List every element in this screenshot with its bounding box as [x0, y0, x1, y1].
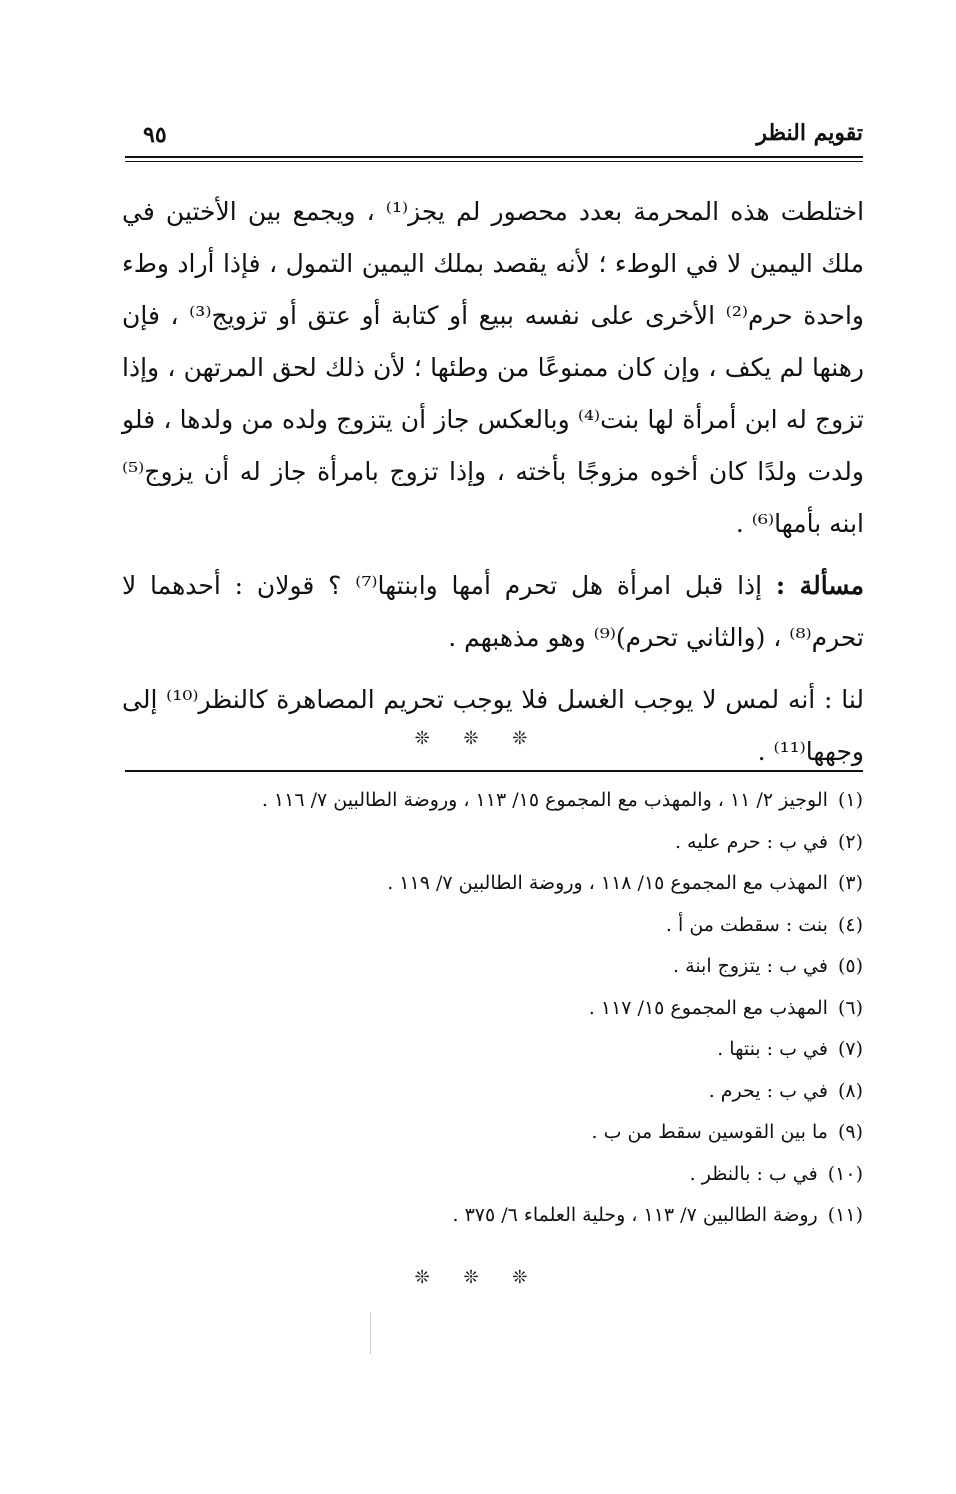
footnote-number: (١١) [827, 1204, 863, 1226]
page-number: ٩٥ [143, 122, 167, 148]
issue-heading: مسألة : [775, 571, 865, 600]
running-header [125, 112, 863, 152]
header-rule [125, 156, 863, 162]
footnote [125, 863, 863, 905]
footnote [125, 1195, 863, 1237]
footnote [125, 905, 863, 947]
footnote-text: في ب : بالنظر . [689, 1162, 818, 1185]
footnote-number: (٥) [837, 955, 863, 977]
main-text [122, 186, 864, 788]
footnote [125, 988, 863, 1030]
scan-artifact [370, 1312, 371, 1354]
footnote-text: في ب : يتزوج ابنة . [673, 955, 828, 977]
paragraph-text: إذا قبل امرأة هل تحرم أمها وابنتها⁽⁷⁾ ؟ قولان : أحدهما لا تحرم⁽⁸⁾ ، (والثاني تحرم)⁽⁹⁾ وهو مذهبهم . [122, 571, 864, 652]
footnote-text: في ب : بنتها . [717, 1038, 828, 1060]
footnote-number: (٨) [837, 1079, 863, 1102]
footnote-text: المهذب مع المجموع ١٥/ ١١٧ . [588, 996, 828, 1019]
paragraph: اختلطت هذه المحرمة بعدد محصور لم يجز⁽¹⁾ ، ويجمع بين الأختين في ملك اليمين لا في الوطء ؛ لأنه يقصد بملك اليمين التمول ، فإذا أراد وطء واحدة حرم⁽²⁾ الأخرى على نفسه ببيع أو كتابة أو عتق أو تزويج⁽³⁾ ، فإن رهنها لم يكف ، وإن كان ممنوعًا من وطئها ؛ لأن ذلك لحق المرتهن ، وإذا تزوج له ابن أمرأة لها بنت⁽⁴⁾ وبالعكس جاز أن يتزوج ولده من ولدها ، فلو ولدت ولدًا كان أخوه مزوجًا بأخته ، وإذا تزوج بامرأة جاز له أن يزوج⁽⁵⁾ ابنه بأمها⁽⁶⁾ . [122, 197, 865, 538]
footnote-number: (٤) [837, 913, 863, 936]
footnote [125, 1154, 863, 1196]
footnote-number: (٩) [837, 1121, 863, 1143]
footnote [125, 1112, 863, 1154]
footnote-text: روضة الطالبين ٧/ ١١٣ ، وحلية العلماء ٦/ ٣٧٥ . [452, 1204, 818, 1226]
footnote-number: (٣) [837, 872, 863, 894]
header-title: تقويم النظر [756, 120, 863, 146]
paragraph [122, 560, 864, 664]
footnote-number: (١٠) [827, 1162, 863, 1185]
footnote-number: (٢) [837, 830, 863, 853]
footnotes [125, 780, 863, 1237]
footnote-number: (٦) [837, 996, 863, 1019]
footnote-number: (٧) [837, 1038, 863, 1060]
footnote [125, 946, 863, 988]
footnote [125, 822, 863, 864]
section-ornament: ❊ ❊ ❊ [414, 728, 542, 749]
footnote-number: (١) [837, 789, 863, 811]
footnote-text: في ب : حرم عليه . [674, 830, 828, 853]
footnote-text: المهذب مع المجموع ١٥/ ١١٨ ، وروضة الطالبين ٧/ ١١٩ . [387, 872, 828, 894]
footnote-text: في ب : يحرم . [708, 1079, 828, 1102]
footnote-text: الوجيز ٢/ ١١ ، والمهذب مع المجموع ١٥/ ١١٣ ، وروضة الطالبين ٧/ ١١٦ . [261, 789, 828, 811]
end-ornament: ❊ ❊ ❊ [414, 1267, 542, 1288]
footnote [125, 780, 863, 822]
footnote-text: بنت : سقطت من أ . [665, 913, 828, 936]
footnote-text: ما بين القوسين سقط من ب . [591, 1121, 828, 1143]
footnote-rule [125, 770, 863, 772]
footnote [125, 1029, 863, 1071]
footnote [125, 1071, 863, 1113]
paragraph: لنا : أنه لمس لا يوجب الغسل فلا يوجب تحريم المصاهرة كالنظر⁽¹⁰⁾ إلى وجهها⁽¹¹⁾ . [122, 685, 864, 766]
